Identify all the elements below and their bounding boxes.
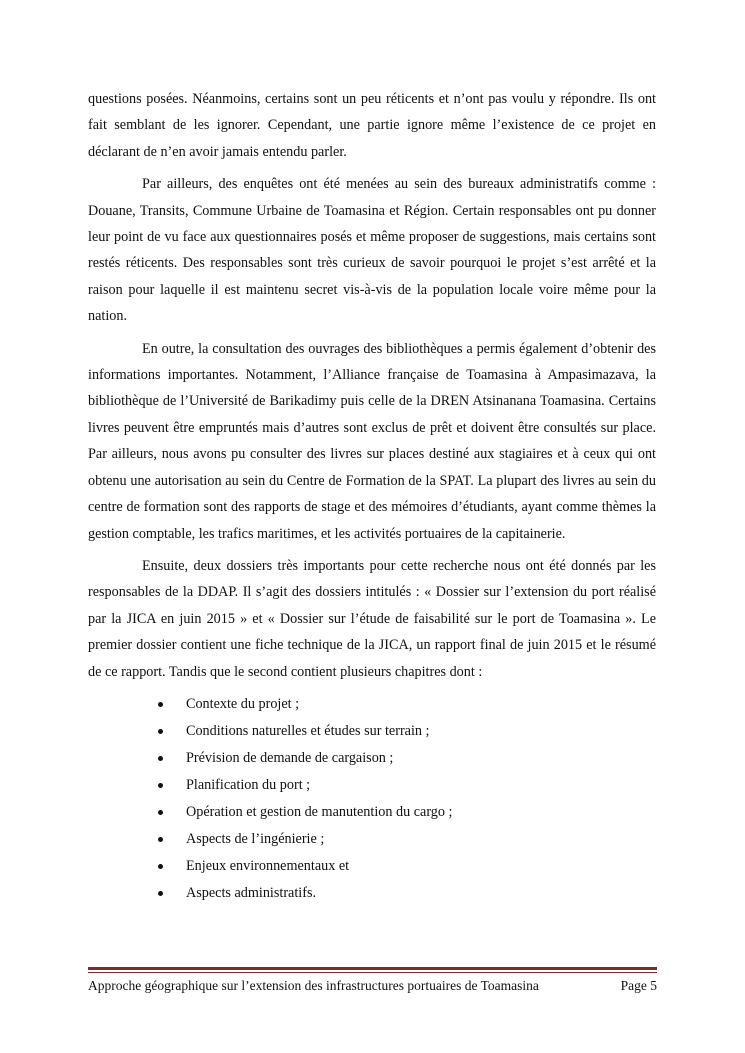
footer-divider-thick: [88, 967, 657, 970]
list-item-text: Aspects administratifs.: [186, 884, 317, 901]
page-body: [88, 86, 656, 907]
bullet-icon: [158, 864, 163, 869]
bullet-icon: [158, 729, 163, 734]
paragraph-enquetes: Par ailleurs, des enquêtes ont été menées au sein des bureaux administratifs comme : Douane, Transits, Commune Urbaine de Toamasina et Région. Certain responsables ont pu donner leur point de vu face aux questionnaires posés et même proposer de suggestions, mais certains sont restés réticents. Des responsables sont très curieux de savoir pourquoi le projet s’est arrêté et la raison pour laquelle il est maintenu secret vis-à-vis de la population locale voire même pour la nation.: [88, 176, 656, 325]
list-item-text: Aspects de l’ingénierie ;: [186, 830, 325, 847]
paragraph-continuation: questions posées. Néanmoins, certains sont un peu réticents et n’ont pas voulu y répondre. Ils ont fait semblant de les ignorer. Cependant, une partie ignore même l’existence de ce projet en déclarant de n’en avoir jamais entendu parler.: [88, 91, 656, 160]
bullet-icon: [158, 810, 163, 815]
page-footer: [88, 977, 657, 995]
bullet-icon: [158, 756, 163, 761]
bullet-icon: [158, 891, 163, 896]
footer-title: Approche géographique sur l’extension des infrastructures portuaires de Toamasina: [88, 978, 539, 993]
page-number: Page 5: [620, 978, 657, 993]
footer-divider-thin: [88, 972, 657, 973]
list-item: [158, 772, 656, 799]
list-item-text: Conditions naturelles et études sur terrain ;: [186, 722, 430, 739]
list-item-text: Contexte du projet ;: [186, 695, 300, 712]
list-item: [158, 691, 656, 718]
list-item: [158, 826, 656, 853]
bullet-icon: [158, 837, 163, 842]
list-item-text: Enjeux environnementaux et: [186, 857, 350, 874]
list-item: [158, 745, 656, 772]
bullet-icon: [158, 702, 163, 707]
list-item: [158, 880, 656, 907]
list-item-text: Prévision de demande de cargaison ;: [186, 749, 394, 766]
list-item: [158, 718, 656, 745]
paragraph-bibliotheques: En outre, la consultation des ouvrages des bibliothèques a permis également d’obtenir des informations importantes. Notamment, l’Alliance française de Toamasina à Ampasimazava, la bibliothèque de l’Université de Barikadimy puis celle de la DREN Atsinanana Toamasina. Certains livres peuvent être empruntés mais d’autres sont exclus de prêt et doivent être consultés sur place. Par ailleurs, nous avons pu consulter des livres sur places destiné aux stagiaires et à ceux qui ont obtenu une autorisation au sein du Centre de Formation de la SPAT. La plupart des livres au sein du centre de formation sont des rapports de stage et des mémoires d’étudiants, ayant comme thèmes la gestion comptable, les trafics maritimes, et les activités portuaires de la capitainerie.: [88, 340, 656, 542]
list-item: [158, 799, 656, 826]
list-item-text: Planification du port ;: [186, 776, 311, 793]
bullet-icon: [158, 783, 163, 788]
paragraph-dossiers: Ensuite, deux dossiers très importants pour cette recherche nous ont été donnés par les responsables de la DDAP. Il s’agit des dossiers intitulés : « Dossier sur l’extension du port réalisé par la JICA en juin 2015 » et « Dossier sur l’étude de faisabilité sur le port de Toamasina ». Le premier dossier contient une fiche technique de la JICA, un rapport final de juin 2015 et le résumé de ce rapport. Tandis que le second contient plusieurs chapitres dont :: [88, 557, 656, 680]
chapter-list: [88, 691, 656, 907]
list-item: [158, 853, 656, 880]
list-item-text: Opération et gestion de manutention du cargo ;: [186, 803, 453, 820]
